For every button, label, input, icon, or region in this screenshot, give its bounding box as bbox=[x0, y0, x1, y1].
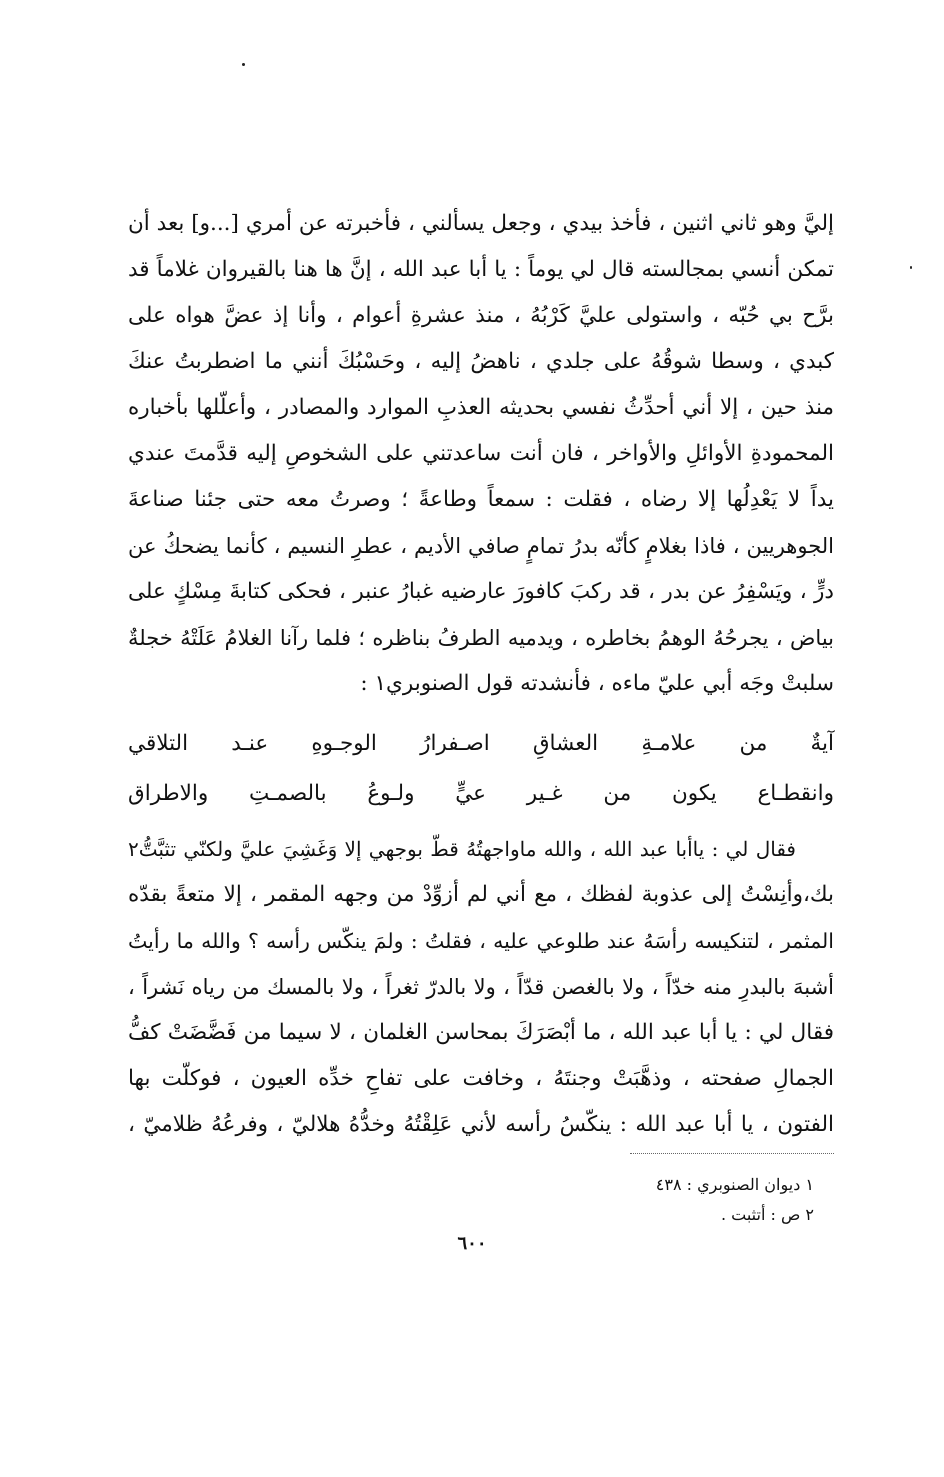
verse-word: غـير bbox=[526, 781, 563, 806]
text-line: المثمر ، لتنكيسه رأسَهُ عند طلوعي عليه ، فقلتُ : ولمَ ينكّس رأسه ؟ والله ما رأيتُ bbox=[128, 929, 834, 953]
poem-verses bbox=[128, 719, 834, 819]
footnote: ٢ ص : أتثبت . bbox=[720, 1205, 814, 1224]
footnote: ١ ديوان الصنوبري : ٤٣٨ bbox=[655, 1175, 814, 1194]
text-line: الفتون ، يا أبا عبد الله : ينكّسُ رأسه لأني عَلِقْتُهُ وخدُّهُ هلاليّ ، وفرعُهُ ظلاميّ ، bbox=[128, 1112, 834, 1137]
text-line: بك،وأنِسْتُ إلى عذوبة لفظك ، مع أني لم أزوِّدْ من وجهه المقمر ، إلا متعةً بقدّه bbox=[128, 882, 834, 907]
verse-word: والاطراق bbox=[128, 781, 209, 806]
text-line: درٍّ ، ويَسْفِرُ عن بدر ، قد ركبَ كافورَ عارضيه غبارُ عنبر ، فحكى كتابةَ مِسْكٍ على bbox=[128, 579, 834, 604]
verse-word: التلاقي bbox=[128, 731, 189, 756]
paragraph-2 bbox=[128, 826, 834, 1148]
verse-line bbox=[128, 719, 834, 769]
verse-word: آيةٌ bbox=[810, 731, 834, 756]
text-line: بياض ، يجرحُهُ الوهمُ بخاطره ، ويدميه الطرفُ بناظره ؛ فلما رآنا الغلامُ عَلَتْهُ خجلةٌ bbox=[128, 626, 834, 650]
text-line: كبدي ، وسطا شوقُهُ على جلدي ، ناهضُ إليه ، وحَسْبُكَ أنني ما اضطربتُ عنكَ bbox=[128, 349, 834, 374]
text-line: الجوهريين ، فاذا بغلامٍ كأنّه بدرُ تمامٍ صافي الأديم ، عطرِ النسيم ، كأنما يضحكُ عن bbox=[128, 534, 834, 558]
text-line: أشبهَ بالبدرِ منه خدّاً ، ولا بالغصن قدّاً ، ولا بالدرّ ثغراً ، ولا بالمسك من رياه نَشراً ، bbox=[128, 975, 834, 999]
verse-word: اصـفرارُ bbox=[420, 731, 490, 756]
text-line: الجمالِ صفحته ، وذهَّبَتْ وجنتَهُ ، وخافت على تفاحِ خدِّه العيون ، فوكلّت بها bbox=[128, 1066, 834, 1091]
verse-word: يكون bbox=[671, 781, 717, 806]
speck-mark bbox=[910, 266, 912, 269]
text-line: فقال لي : ياأبا عبد الله ، والله ماواجهتُهُ قطّ بوجهي إلا وَغَشِيَ عليَّ ولكنّي تثبَّتُّ٢ bbox=[128, 837, 796, 861]
page-number: ٦٠٠ bbox=[457, 1233, 487, 1254]
text-line: إليَّ وهو ثاني اثنين ، فأخذ بيدي ، وجعل يسألني ، فأخبرته عن أمري [...و] بعد أن bbox=[128, 211, 834, 236]
verse-word: العشاقِ bbox=[532, 731, 599, 756]
text-line: يداً لا يَعْدِلُها إلا رضاه ، فقلت : سمعاً وطاعةً ؛ وصرتُ معه حتى جئنا صناعةَ bbox=[128, 487, 834, 512]
verse-word: علامـةِ bbox=[641, 731, 697, 756]
text-line: تمكن أنسي بمجالسته قال لي يوماً : يا أبا عبد الله ، إنَّ ها هنا بالقيروان غلاماً قد bbox=[128, 257, 834, 282]
speck-mark bbox=[242, 63, 245, 66]
text-line: المحمودةِ الأوائلِ والأواخر ، فان أنت ساعدتني على الشخوصِ إليه قدَّمتَ عندي bbox=[128, 441, 834, 466]
verse-word: من bbox=[603, 781, 632, 806]
verse-word: وانقطـاع bbox=[757, 781, 834, 806]
verse-word: الوجـوهِ bbox=[311, 731, 377, 756]
text-line: برَّح بي حُبّه ، واستولى عليَّ كَرْبُهُ ، منذ عشرةِ أعوام ، وأنا إذ عضَّ هواه على bbox=[128, 303, 834, 328]
text-line: منذ حين ، إلا أني أحدِّثُ نفسي بحديثه العذبِ الموارد والمصادر ، وأعلّلها بأخباره bbox=[128, 395, 834, 420]
verse-line bbox=[128, 769, 834, 819]
verse-word: من bbox=[739, 731, 768, 756]
text-line: فقال لي : يا أبا عبد الله ، ما أبْصَرَكَ بمحاسن الغلمان ، لا سيما من فَضَّضَتْ كفُّ bbox=[128, 1020, 834, 1045]
verse-word: ولـوعُ bbox=[367, 781, 415, 806]
verse-word: بالصمـتِ bbox=[249, 781, 327, 806]
verse-word: عنـد bbox=[231, 731, 269, 756]
text-line: سلبتْ وجَه أبي عليّ ماءه ، فأنشدته قول الصنوبري١ : bbox=[360, 671, 834, 696]
paragraph-1 bbox=[128, 201, 834, 707]
verse-word: عيٍّ bbox=[455, 781, 486, 806]
footnote-separator bbox=[630, 1153, 834, 1154]
footnotes bbox=[656, 1170, 814, 1230]
